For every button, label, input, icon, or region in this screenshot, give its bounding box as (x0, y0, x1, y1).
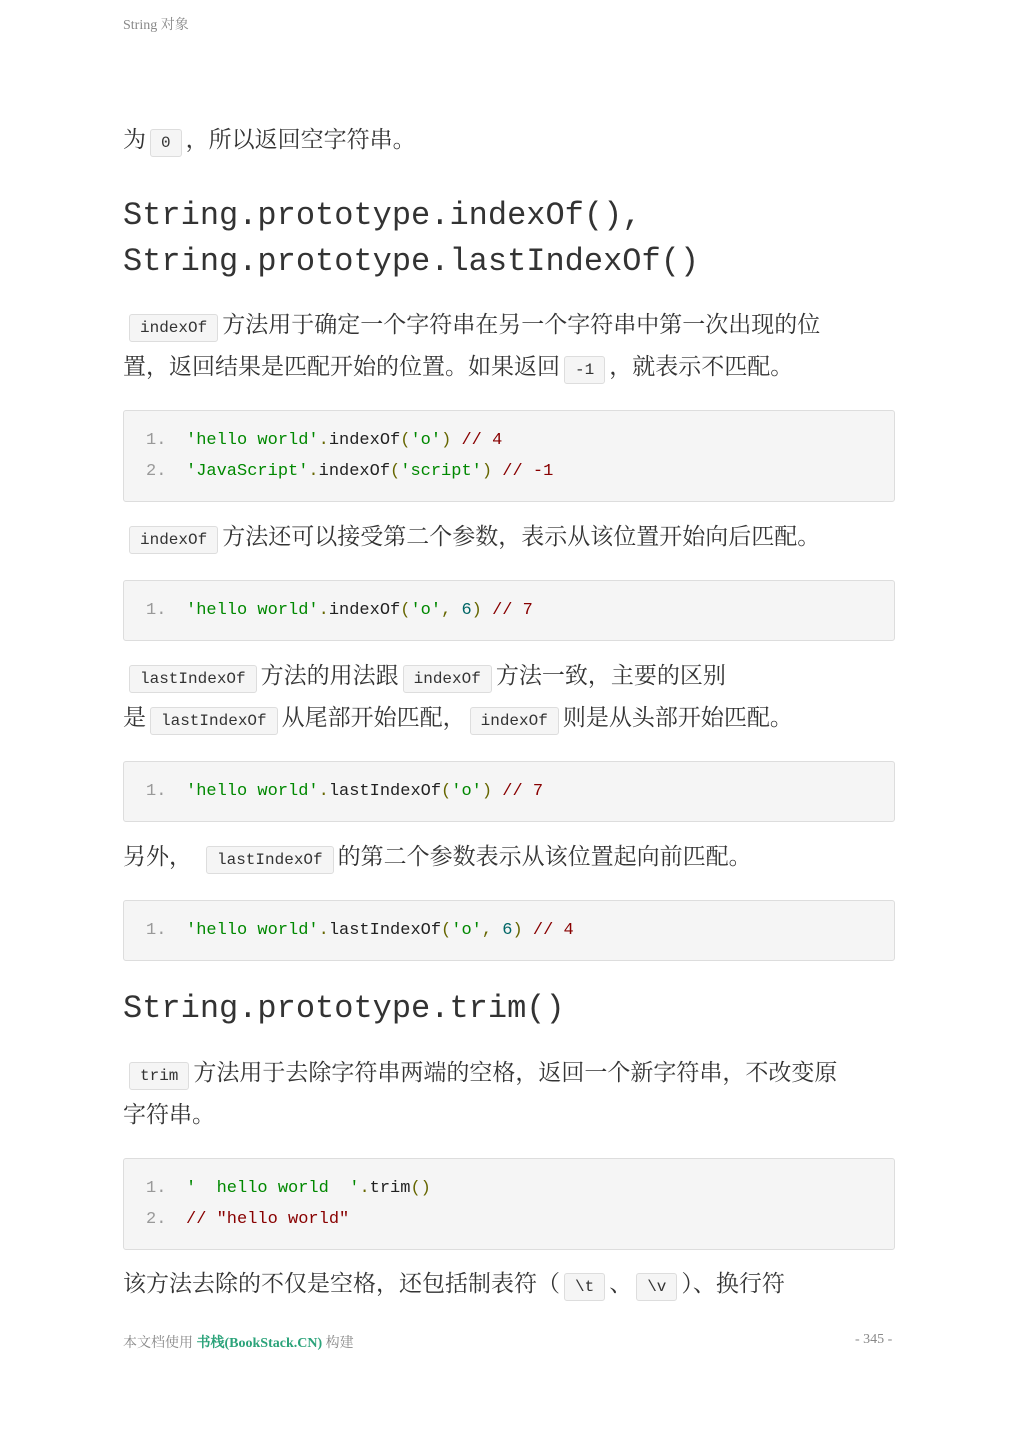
code-block (123, 580, 895, 641)
code-line: 2. 'JavaScript'.indexOf('script') // -1 (146, 462, 554, 481)
lastindexof-second-param (123, 836, 895, 878)
inline-code: indexOf (129, 526, 218, 554)
heading-line: String.prototype.trim() (123, 990, 565, 1027)
text: 方法一致，主要的区别 (495, 663, 726, 689)
indexof-second-param (123, 516, 895, 558)
text: 是 (123, 705, 146, 731)
page-footer (123, 1332, 354, 1352)
inline-code: trim (129, 1062, 189, 1090)
text: 从尾部开始匹配， (281, 705, 466, 731)
inline-code: indexOf (129, 314, 218, 342)
text: ，所以返回空字符串。 (185, 127, 416, 153)
code-block-lastindexof (123, 761, 895, 822)
paragraph (123, 1263, 895, 1305)
inline-code: lastIndexOf (129, 665, 257, 693)
page-number: - 345 - (855, 1332, 893, 1347)
code-line: 1. 'hello world'.lastIndexOf('o') // 7 (146, 782, 544, 801)
footer-text: 构建 (325, 1336, 354, 1351)
code-block-trim (123, 1158, 895, 1250)
paragraph (123, 304, 895, 388)
text: 方法用于确定一个字符串在另一个字符串中第一次出现的位 (222, 312, 821, 338)
section-heading-indexof (123, 193, 895, 285)
text: 方法的用法跟 (260, 663, 399, 689)
inline-code: indexOf (403, 665, 492, 693)
text: 字符串。 (123, 1102, 215, 1128)
text: 方法还可以接受第二个参数，表示从该位置开始向后匹配。 (222, 524, 821, 550)
paragraph (123, 119, 895, 161)
code-block (123, 761, 895, 822)
inline-code: lastIndexOf (206, 846, 334, 874)
paragraph (123, 655, 895, 739)
footer-text: 本文档使用 (123, 1336, 193, 1351)
section-heading-trim (123, 986, 895, 1032)
code-block-indexof (123, 410, 895, 502)
intro-paragraph (123, 119, 895, 161)
inline-code: \v (636, 1273, 677, 1301)
text: ，就表示不匹配。 (609, 354, 794, 380)
inline-code: -1 (564, 356, 605, 384)
text: 、 (609, 1271, 633, 1297)
trim-description (123, 1052, 895, 1136)
footer-brand-link[interactable]: 书栈(BookStack.CN) (196, 1336, 323, 1351)
text: ）、换行符 (681, 1271, 785, 1297)
paragraph (123, 516, 895, 558)
text: 则是从头部开始匹配。 (562, 705, 793, 731)
text: 为 (123, 127, 146, 153)
text: 另外， (123, 844, 192, 870)
page-header: String 对象 (123, 18, 189, 33)
lastindexof-description (123, 655, 895, 739)
code-line: 1. 'hello world'.indexOf('o') // 4 (146, 431, 503, 450)
text: 置，返回结果是匹配开始的位置。如果返回 (123, 354, 560, 380)
trim-whitespace-note (123, 1263, 895, 1305)
code-line: 1. 'hello world'.indexOf('o', 6) // 7 (146, 601, 533, 620)
inline-code: 0 (150, 129, 182, 157)
text: 该方法去除的不仅是空格，还包括制表符（ (123, 1271, 560, 1297)
inline-code: indexOf (470, 707, 559, 735)
code-line: 1. 'hello world'.lastIndexOf('o', 6) // 4 (146, 921, 574, 940)
paragraph (123, 836, 895, 878)
code-block-indexof-2 (123, 580, 895, 641)
inline-code: \t (564, 1273, 605, 1301)
code-block (123, 900, 895, 961)
indexof-description (123, 304, 895, 388)
text: 方法用于去除字符串两端的空格，返回一个新字符串，不改变原 (193, 1060, 838, 1086)
inline-code: lastIndexOf (150, 707, 278, 735)
heading-line: String.prototype.lastIndexOf() (123, 243, 700, 280)
code-line: 1. ' hello world '.trim() (146, 1179, 431, 1198)
code-block-lastindexof-2 (123, 900, 895, 961)
text: 的第二个参数表示从该位置起向前匹配。 (337, 844, 752, 870)
code-block (123, 410, 895, 502)
code-line: 2. // "hello world" (146, 1210, 350, 1229)
heading-line: String.prototype.indexOf(), (123, 197, 642, 234)
code-block (123, 1158, 895, 1250)
paragraph (123, 1052, 895, 1136)
